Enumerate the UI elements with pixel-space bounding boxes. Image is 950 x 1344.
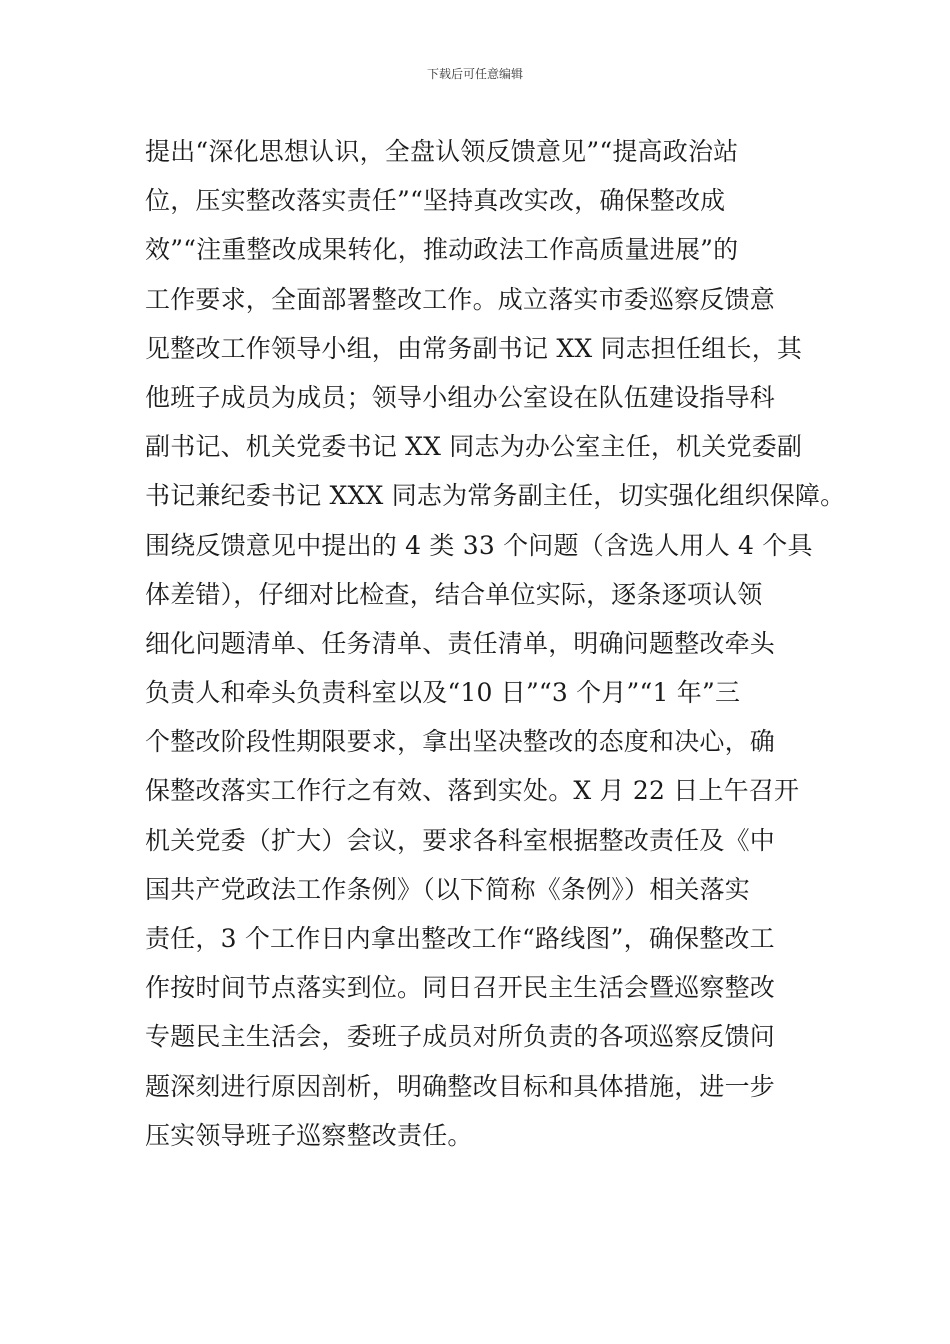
text-line: 机关党委（扩大）会议，要求各科室根据整改责任及《中	[145, 825, 776, 855]
text-line: 题深刻进行原因剖析，明确整改目标和具体措施，进一步	[145, 1071, 776, 1101]
text-line: 细化问题清单、任务清单、责任清单，明确问题整改牵头	[145, 628, 776, 658]
text-line: 体差错），仔细对比检查，结合单位实际，逐条逐项认领	[145, 579, 763, 609]
text-line: 书记兼纪委书记 XXX 同志为常务副主任，切实强化组织保障。	[145, 481, 846, 511]
text-line: 副书记、机关党委书记 XX 同志为办公室主任，机关党委副	[145, 432, 803, 462]
text-line: 责任，3 个工作日内拿出整改工作“路线图”，确保整改工	[145, 924, 775, 953]
page-header-note: 下载后可任意编辑	[426, 67, 523, 81]
text-line: 工作要求，全面部署整改工作。成立落实市委巡察反馈意	[145, 284, 776, 314]
text-line: 见整改工作领导小组，由常务副书记 XX 同志担任组长，其	[145, 333, 803, 363]
text-line: 作按时间节点落实到位。同日召开民主生活会暨巡察整改	[145, 973, 776, 1003]
text-line: 负责人和牵头负责科室以及“10 日”“3 个月”“1 年”三	[145, 678, 741, 708]
document-body	[145, 127, 846, 1160]
text-line: 效”“注重整改成果转化，推动政法工作高质量进展”的	[145, 235, 739, 265]
text-line: 提出“深化思想认识，全盘认领反馈意见”“提高政治站	[145, 137, 739, 166]
text-line: 国共产党政法工作条例》（以下简称《条例》）相关落实	[145, 874, 751, 904]
text-line: 位，压实整改落实责任”“坚持真改实改，确保整改成	[145, 186, 726, 216]
text-line: 压实领导班子巡察整改责任。	[145, 1120, 473, 1150]
text-line: 个整改阶段性期限要求，拿出坚决整改的态度和决心，确	[145, 727, 776, 757]
text-line: 他班子成员为成员；领导小组办公室设在队伍建设指导科	[145, 382, 776, 412]
text-line: 围绕反馈意见中提出的 4 类 33 个问题（含选人用人 4 个具	[145, 530, 813, 560]
text-line: 专题民主生活会，委班子成员对所负责的各项巡察反馈问	[145, 1022, 776, 1052]
text-line: 保整改落实工作行之有效、落到实处。X 月 22 日上午召开	[145, 776, 800, 806]
